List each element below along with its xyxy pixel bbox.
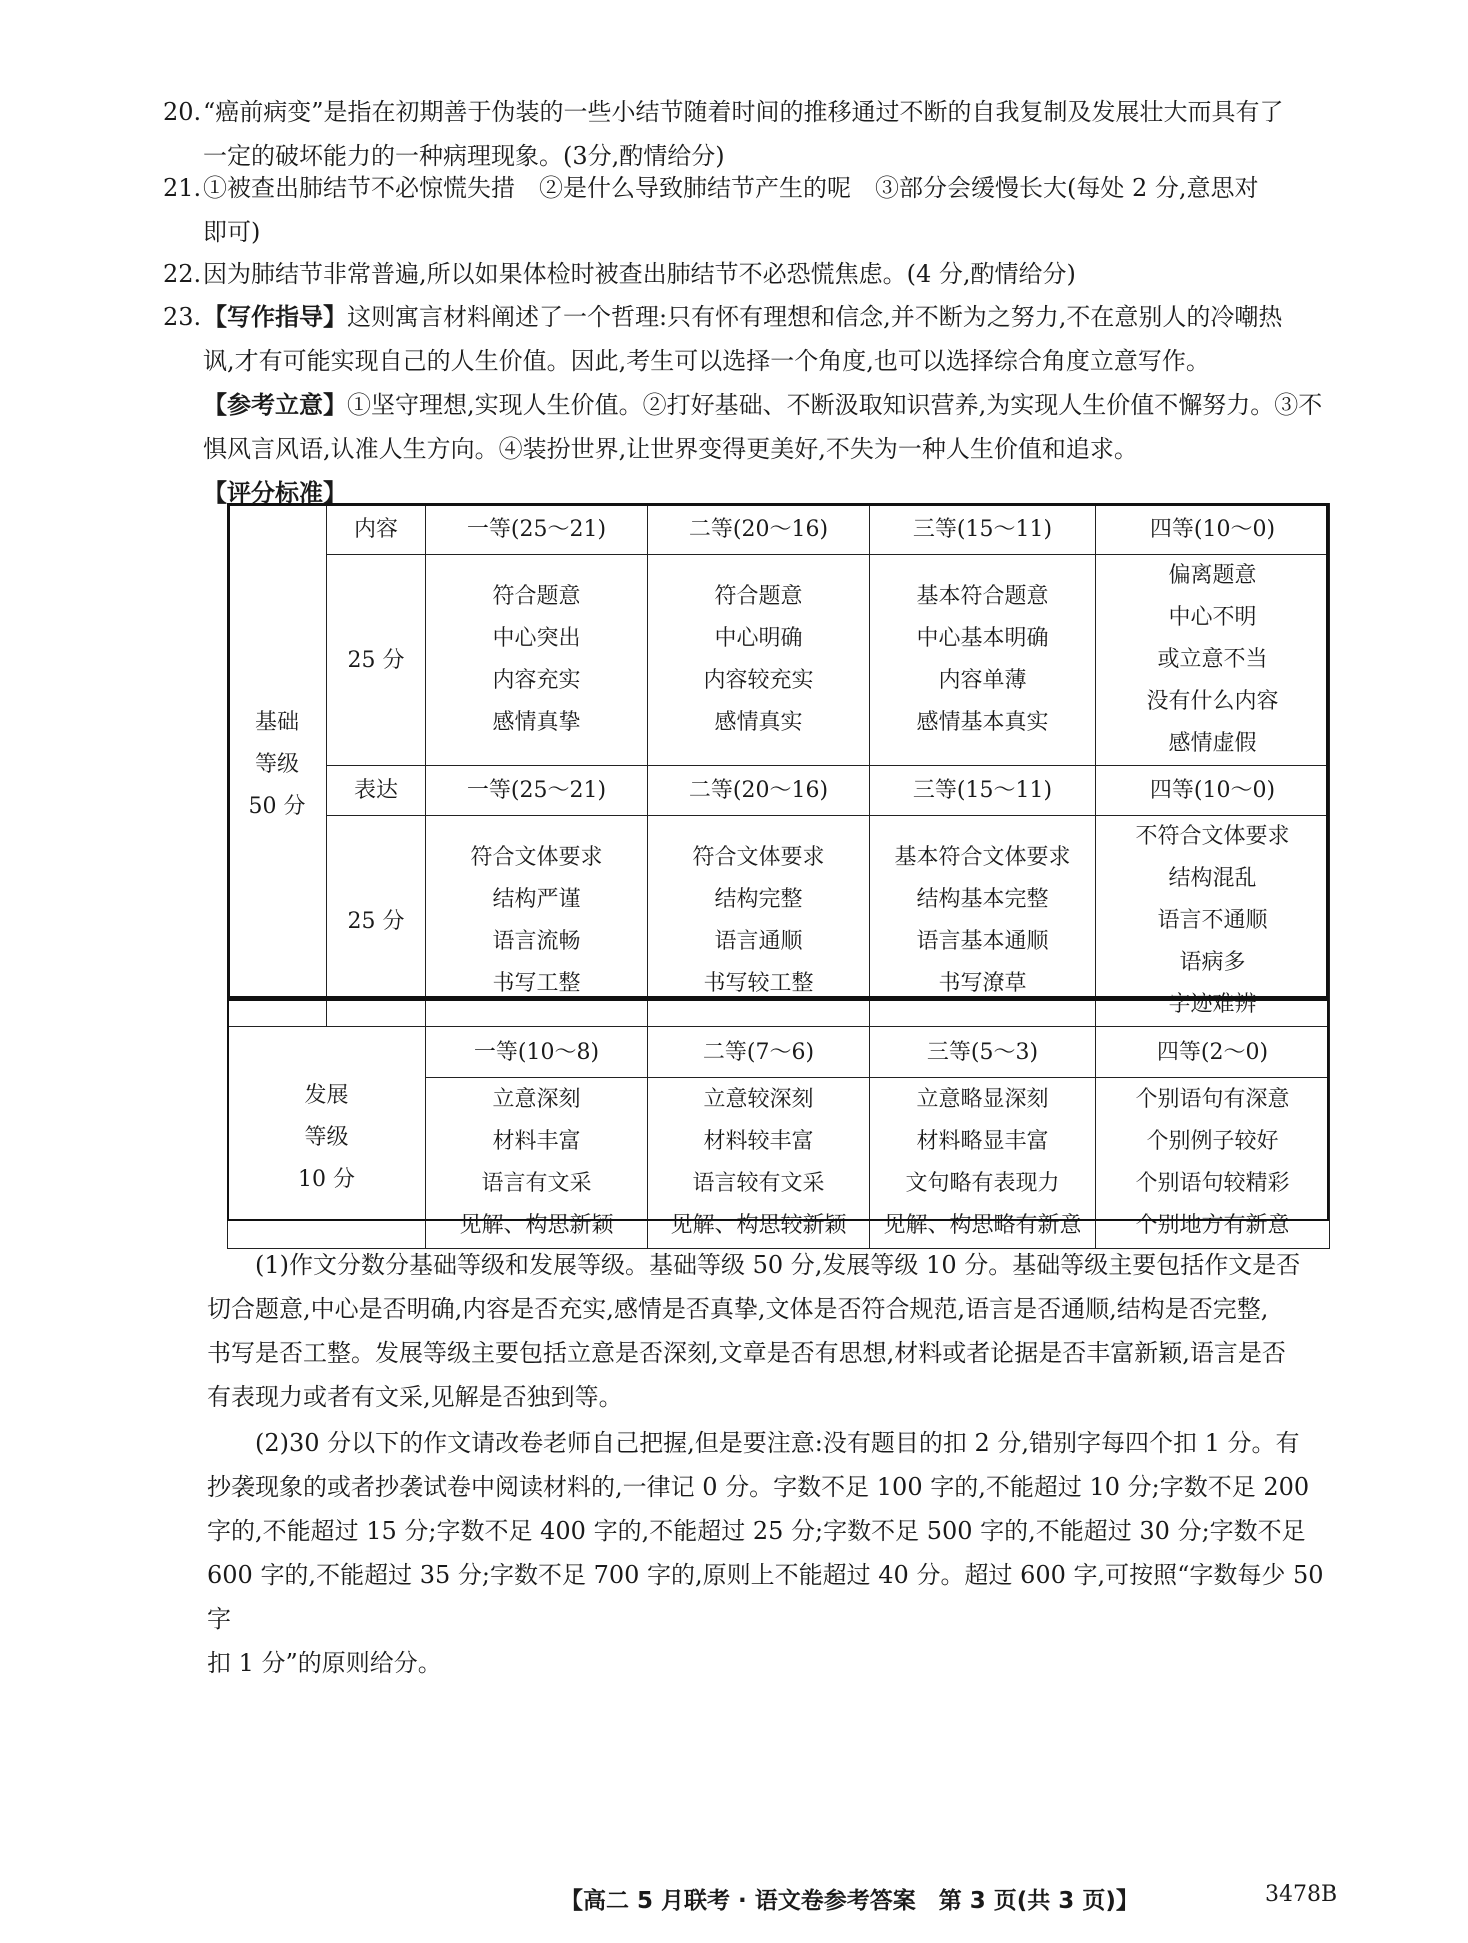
reference-ideas: 【参考立意】①坚守理想,实现人生价值。②打好基础、不断汲取知识营养,为实现人生价值不懈努力。③不 — [203, 391, 1323, 419]
note-1: (1)作文分数分基础等级和发展等级。基础等级 50 分,发展等级 10 分。基础等级主要包括作文是否 切合题意,中心是否明确,内容是否充实,感情是否真挚,文体是否符合规范,语言是否通顺,结构是否完整, 书写是否工整。发展等级主要包括立意是否深刻,文章是否有思想,材料或者论据是否丰富新颖,语言是否 有表现力或者有文采,见解是否独到等。 — [207, 1251, 1301, 1411]
content-score: 25 分 — [327, 555, 426, 766]
expression-score: 25 分 — [327, 816, 426, 1027]
grading-table — [227, 503, 1330, 1249]
content-header: 内容 — [327, 504, 426, 555]
content-desc-row: 25 分 符合题意 中心突出 内容充实 感情真挚 符合题意 中心明确 内容较充实 感情真实 基本符合题意 中心基本明确 内容单薄 感情基本真实 偏离题意 中心不明 或立意不当 没有什么内容 感情虚假 — [228, 555, 1330, 766]
item-20: 20.“癌前病变”是指在初期善于伪装的一些小结节随着时间的推移通过不断的自我复制及发展壮大而具有了 一定的破坏能力的一种病理现象。(3分,酌情给分) — [163, 98, 1284, 170]
basic-level-label: 基础 等级 50 分 — [228, 504, 327, 1027]
expression-grade-row: 表达 一等(25～21) 二等(20～16) 三等(15～11) 四等(10～0) — [228, 766, 1330, 816]
development-desc-row: 立意深刻 材料丰富 语言有文采 见解、构思新颖 立意较深刻 材料较丰富 语言较有文采 见解、构思较新颖 立意略显深刻 材料略显丰富 文句略有表现力 见解、构思略有新意 个别语句有深意 个别例子较好 个别语句较精彩 个别地方有新意 — [228, 1078, 1330, 1249]
expression-header: 表达 — [327, 766, 426, 816]
note-2: (2)30 分以下的作文请改卷老师自己把握,但是要注意:没有题目的扣 2 分,错别字每四个扣 1 分。有 抄袭现象的或者抄袭试卷中阅读材料的,一律记 0 分。字数不足 100 字的,不能超过 10 分;字数不足 200 字的,不能超过 15 分;字数不足 400 字的,不能超过 25 分;字数不足 500 字的,不能超过 30 分;字数不足 600 字的,不能超过 35 分;字数不足 700 字的,原则上不能超过 40 分。超过 600 字,可按照“字数每少 50 字 扣 1 分”的原则给分。 — [207, 1429, 1324, 1677]
guide-label: 【写作指导】 — [203, 303, 347, 331]
item-23: 23.【写作指导】这则寓言材料阐述了一个哲理:只有怀有理想和信念,并不断为之努力,不在意别人的冷嘲热 讽,才有可能实现自己的人生价值。因此,考生可以选择一个角度,也可以选择综合角度立意写作。 【参考立意】①坚守理想,实现人生价值。②打好基础、不断汲取知识营养,为实现人生价值不懈努力。③不 惧风言风语,认准人生方向。④装扮世界,让世界变得更美好,不失为一种人生价值和追求。 【评分标准】 — [163, 295, 1345, 515]
development-grade-row: 发展 等级 10 分 一等(10～8) 二等(7～6) 三等(5～3) 四等(2～0) — [228, 1027, 1330, 1078]
page-footer: 【高二 5 月联考 · 语文卷参考答案 第 3 页(共 3 页)】 — [560, 1888, 1139, 1914]
paper-code: 3478B — [1265, 1882, 1338, 1907]
expression-desc-row: 25 分 符合文体要求 结构严谨 语言流畅 书写工整 符合文体要求 结构完整 语言通顺 书写较工整 基本符合文体要求 结构基本完整 语言基本通顺 书写潦草 不符合文体要求 结构混乱 语言不通顺 语病多 字迹难辨 — [228, 816, 1330, 1027]
content-grade-row: 基础 等级 50 分 内容 一等(25～21) 二等(20～16) 三等(15～11) 四等(10～0) — [228, 504, 1330, 555]
item-22: 22.因为肺结节非常普遍,所以如果体检时被查出肺结节不必恐慌焦虑。(4 分,酌情给分) — [163, 260, 1076, 288]
criteria-label: 【评分标准】 — [203, 479, 347, 507]
development-level-label: 发展 等级 10 分 — [228, 1027, 426, 1249]
item-21: 21.①被查出肺结节不必惊慌失措 ②是什么导致肺结节产生的呢 ③部分会缓慢长大(每处 2 分,意思对 即可) — [163, 174, 1259, 246]
